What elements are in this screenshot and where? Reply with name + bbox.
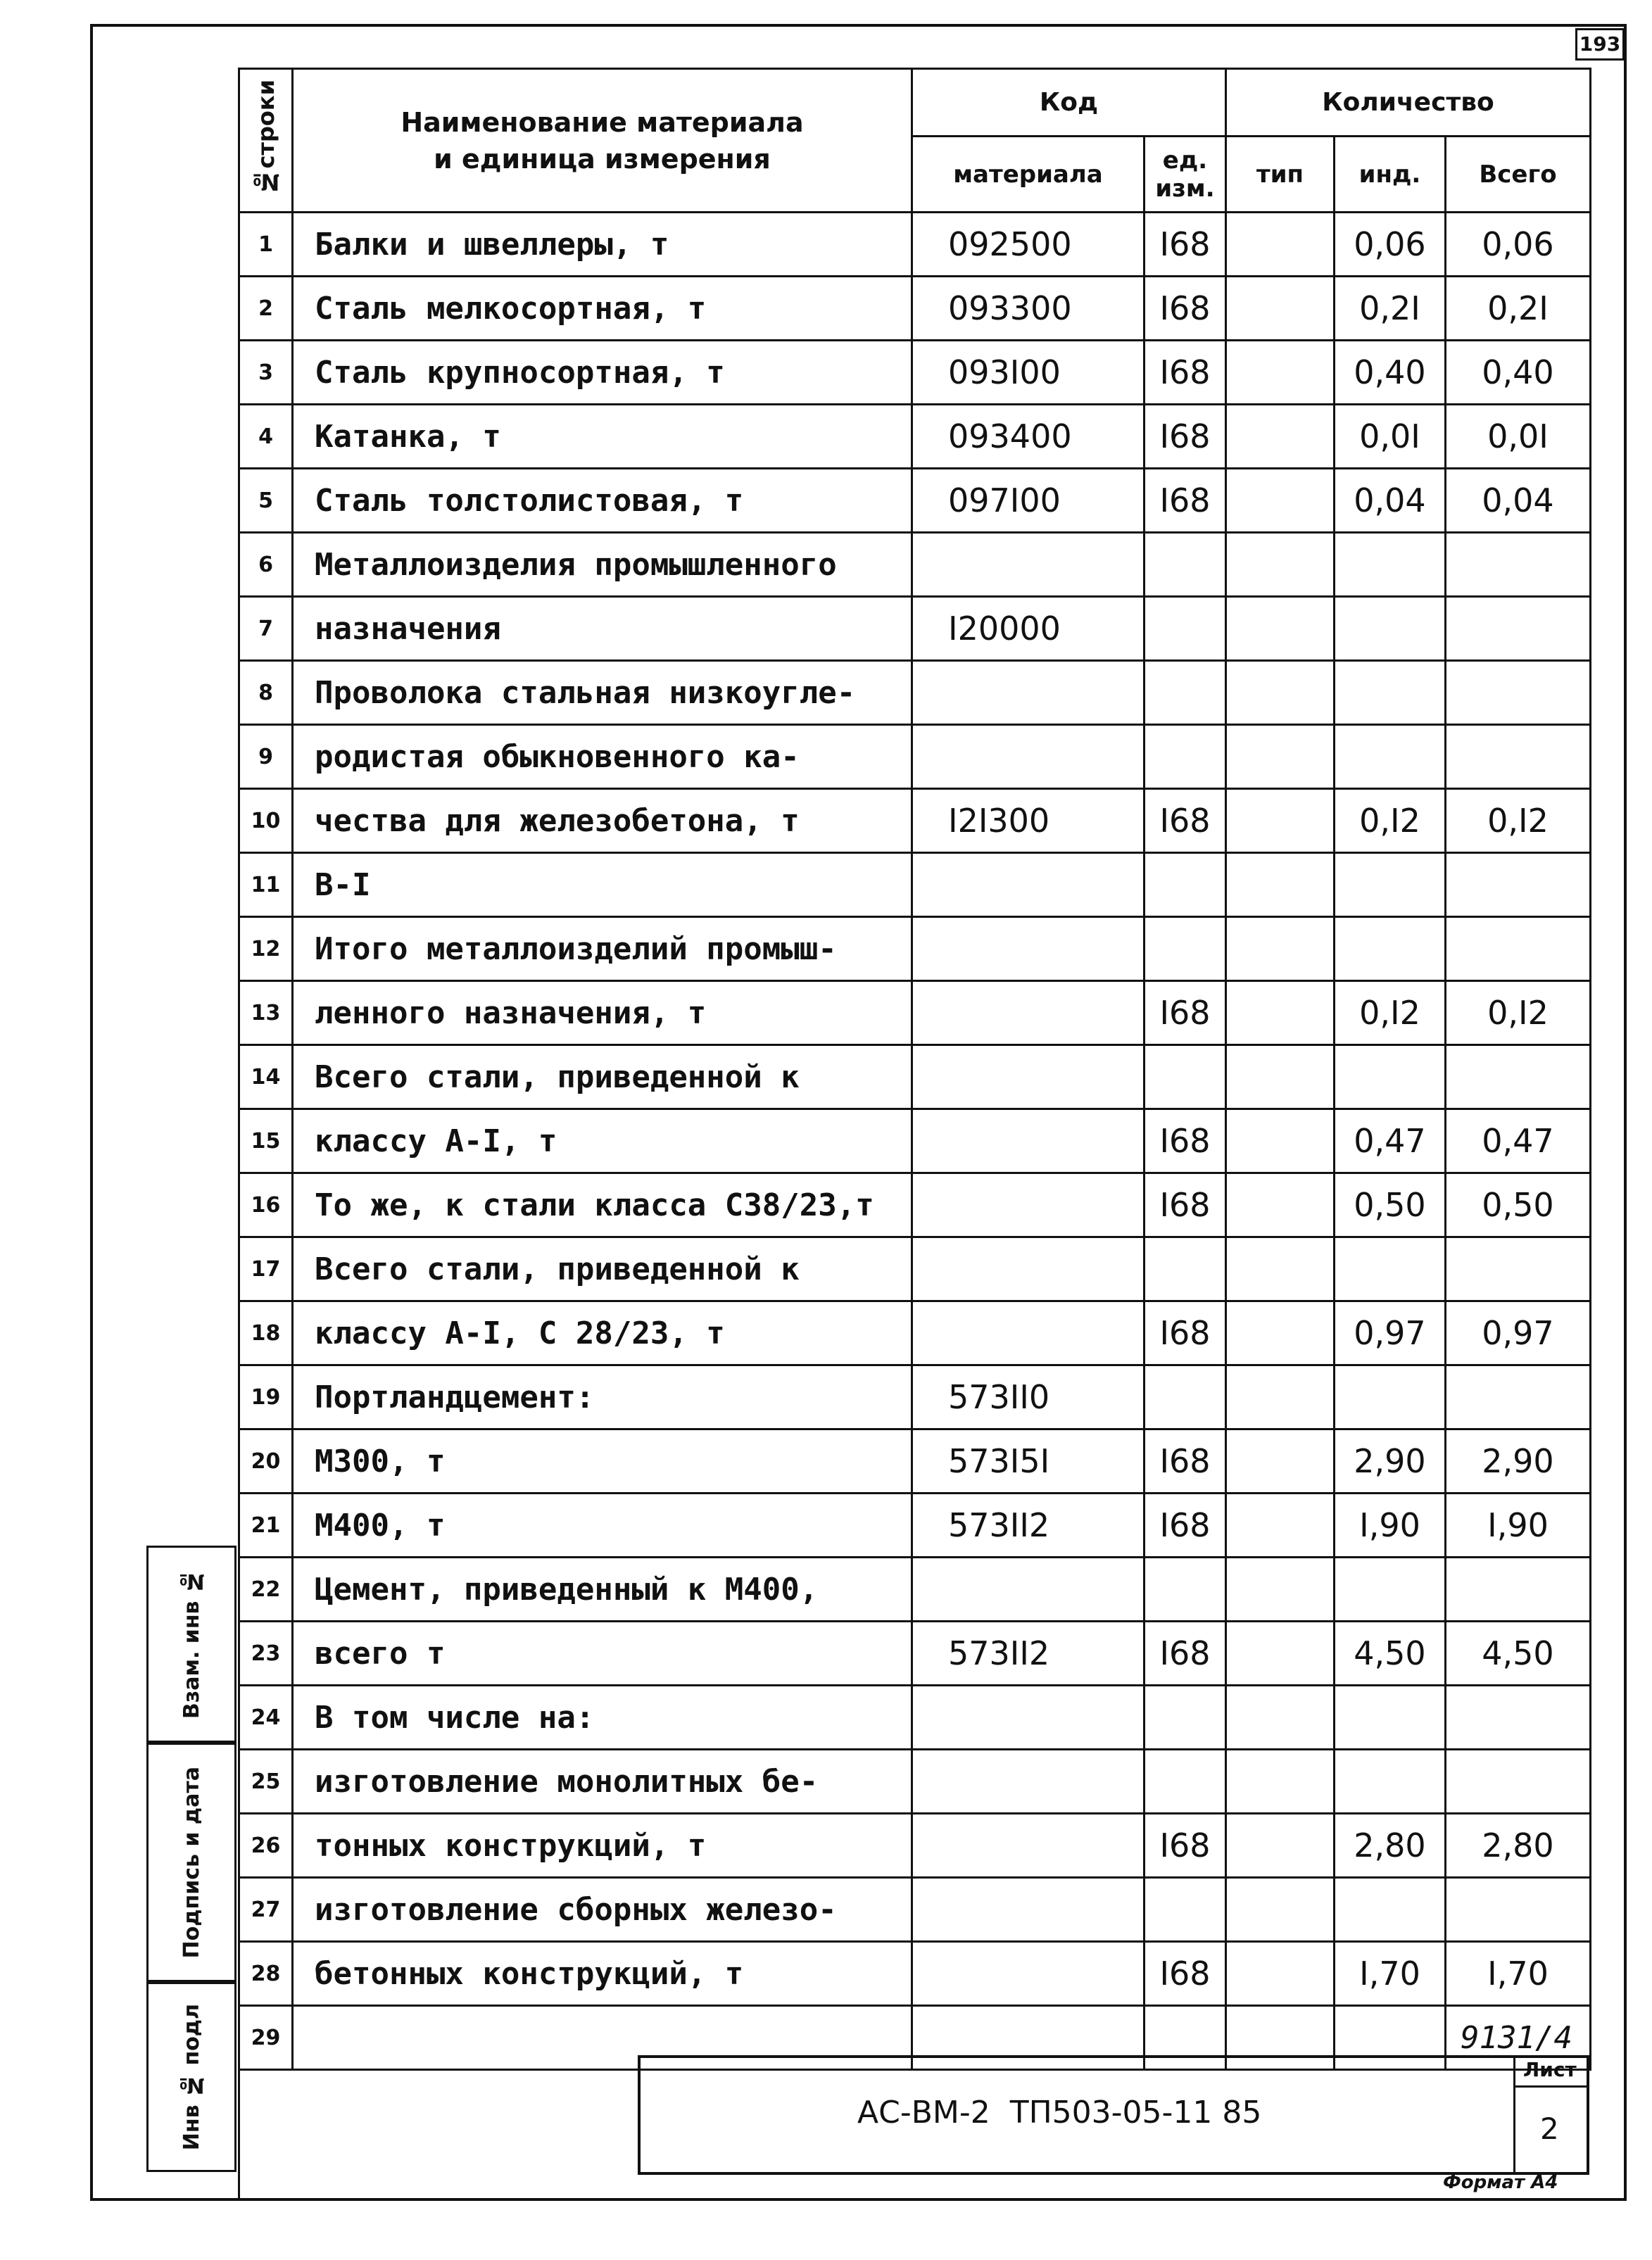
unit-code: I68 [1145, 1942, 1226, 2006]
table-row [239, 789, 1591, 853]
row-number: 18 [239, 1301, 293, 1365]
material-code: 093300 [912, 277, 1145, 341]
row-number: 27 [239, 1878, 293, 1942]
unit-code [1145, 1558, 1226, 1622]
table-row [239, 1622, 1591, 1686]
qty-total: 0,50 [1446, 1173, 1591, 1237]
row-number: 26 [239, 1814, 293, 1878]
table-row [239, 405, 1591, 469]
row-number: 4 [239, 405, 293, 469]
name-header-line1: Наименование материала [401, 106, 804, 138]
table-row [239, 213, 1591, 277]
qty-ind: 4,50 [1335, 1622, 1446, 1686]
material-name: классу А-I, т [293, 1109, 912, 1173]
qty-type [1226, 1622, 1335, 1686]
row-number: 21 [239, 1494, 293, 1558]
material-name: бетонных конструкций, т [293, 1942, 912, 2006]
qty-ind [1335, 1686, 1446, 1750]
material-name: Всего стали, приведенной к [293, 1045, 912, 1109]
unit-code: I68 [1145, 341, 1226, 405]
material-name: В том числе на: [293, 1686, 912, 1750]
table-row [239, 1045, 1591, 1109]
qty-type [1226, 1045, 1335, 1109]
qty-type [1226, 853, 1335, 917]
table-row [239, 661, 1591, 725]
material-name: классу А-I, С 28/23, т [293, 1301, 912, 1365]
material-name: тонных конструкций, т [293, 1814, 912, 1878]
material-code [912, 1558, 1145, 1622]
material-name: изготовление сборных железо- [293, 1878, 912, 1942]
qty-ind: 0,I2 [1335, 981, 1446, 1045]
qty-total [1446, 1237, 1591, 1301]
qty-type [1226, 789, 1335, 853]
unit-code [1145, 917, 1226, 981]
qty-total: 0,I2 [1446, 789, 1591, 853]
material-name: В-I [293, 853, 912, 917]
material-name: Катанка, т [293, 405, 912, 469]
qty-type [1226, 1301, 1335, 1365]
qty-ind: 0,06 [1335, 213, 1446, 277]
qty-total: I,70 [1446, 1942, 1591, 2006]
qty-type [1226, 1237, 1335, 1301]
qty-total [1446, 1045, 1591, 1109]
qty-total [1446, 1686, 1591, 1750]
unit-code: I68 [1145, 1814, 1226, 1878]
qty-ind: 0,I2 [1335, 789, 1446, 853]
table-row [239, 1429, 1591, 1494]
material-name: Всего стали, приведенной к [293, 1237, 912, 1301]
table-row [239, 277, 1591, 341]
row-number: 7 [239, 597, 293, 661]
qty-ind: 0,2I [1335, 277, 1446, 341]
material-name: То же, к стали класса С38/23,т [293, 1173, 912, 1237]
row-number: 9 [239, 725, 293, 789]
qty-total: 2,80 [1446, 1814, 1591, 1878]
table-row [239, 1365, 1591, 1429]
qty-type [1226, 597, 1335, 661]
unit-header-line1: ед. [1162, 146, 1208, 175]
qty-total [1446, 1558, 1591, 1622]
unit-code: I68 [1145, 405, 1226, 469]
table-row [239, 1814, 1591, 1878]
material-code [912, 1814, 1145, 1878]
material-name: Проволока стальная низкоугле- [293, 661, 912, 725]
table-row [239, 1686, 1591, 1750]
qty-type [1226, 341, 1335, 405]
unit-code [1145, 1686, 1226, 1750]
qty-ind: I,90 [1335, 1494, 1446, 1558]
qty-ind [1335, 853, 1446, 917]
material-name: всего т [293, 1622, 912, 1686]
unit-code [1145, 1045, 1226, 1109]
material-code [912, 1686, 1145, 1750]
qty-total [1446, 917, 1591, 981]
qty-ind: 0,50 [1335, 1173, 1446, 1237]
side-label-vzam-inv: Взам. инв № [179, 1569, 204, 1719]
material-code: 573II2 [912, 1494, 1145, 1558]
material-code: 093400 [912, 405, 1145, 469]
qty-total: 0,I2 [1446, 981, 1591, 1045]
material-code [912, 533, 1145, 597]
row-number: 17 [239, 1237, 293, 1301]
material-name: чества для железобетона, т [293, 789, 912, 853]
qty-ind [1335, 661, 1446, 725]
qty-ind [1335, 533, 1446, 597]
unit-code: I68 [1145, 1301, 1226, 1365]
table-row [239, 1558, 1591, 1622]
material-code: I20000 [912, 597, 1145, 661]
qty-total [1446, 661, 1591, 725]
material-code: 092500 [912, 213, 1145, 277]
code-group-header: Код [912, 69, 1226, 137]
material-name: Сталь толстолистовая, т [293, 469, 912, 533]
unit-code: I68 [1145, 1109, 1226, 1173]
row-number: 14 [239, 1045, 293, 1109]
qty-ind [1335, 1365, 1446, 1429]
material-code [912, 1301, 1145, 1365]
qty-total: 0,97 [1446, 1301, 1591, 1365]
qty-total [1446, 1365, 1591, 1429]
unit-code [1145, 1237, 1226, 1301]
unit-code: I68 [1145, 1622, 1226, 1686]
material-name: изготовление монолитных бе- [293, 1750, 912, 1814]
name-header-line2: и единица измерения [434, 143, 771, 175]
unit-code: I68 [1145, 789, 1226, 853]
qty-type [1226, 1365, 1335, 1429]
unit-code [1145, 725, 1226, 789]
qty-total [1446, 853, 1591, 917]
material-name: М400, т [293, 1494, 912, 1558]
unit-code [1145, 597, 1226, 661]
material-name: Сталь мелкосортная, т [293, 277, 912, 341]
qty-ind [1335, 917, 1446, 981]
qty-ind: 0,0I [1335, 405, 1446, 469]
qty-total [1446, 725, 1591, 789]
qty-ind-header: инд. [1335, 137, 1446, 213]
table-row [239, 1237, 1591, 1301]
unit-code [1145, 1750, 1226, 1814]
side-box-podpis [146, 1743, 237, 1982]
material-code: 573I5I [912, 1429, 1145, 1494]
row-number: 10 [239, 789, 293, 853]
table-row [239, 917, 1591, 981]
qty-ind: 0,47 [1335, 1109, 1446, 1173]
qty-type [1226, 1109, 1335, 1173]
material-code [912, 1750, 1145, 1814]
row-number: 29 [239, 2006, 293, 2070]
qty-ind: 0,04 [1335, 469, 1446, 533]
material-name: Металлоизделия промышленного [293, 533, 912, 597]
material-code [912, 661, 1145, 725]
format-label: Формат А4 [1443, 2172, 1558, 2193]
qty-total: 0,40 [1446, 341, 1591, 405]
unit-code [1145, 533, 1226, 597]
side-box-vzam-inv [146, 1546, 237, 1743]
qty-total [1446, 597, 1591, 661]
material-name: назначения [293, 597, 912, 661]
row-number-header: №строки [239, 69, 293, 213]
material-name: родистая обыкновенного ка- [293, 725, 912, 789]
row-number: 16 [239, 1173, 293, 1237]
sheet-label: Лист [1523, 2058, 1577, 2081]
table-row [239, 341, 1591, 405]
material-name: Цемент, приведенный к М400, [293, 1558, 912, 1622]
row-number: 5 [239, 469, 293, 533]
unit-code: I68 [1145, 1173, 1226, 1237]
unit-header [1145, 137, 1226, 213]
page-number: 193 [1575, 28, 1625, 61]
qty-type [1226, 661, 1335, 725]
code-material-header: материала [912, 137, 1145, 213]
qty-ind: 0,97 [1335, 1301, 1446, 1365]
qty-type [1226, 1494, 1335, 1558]
name-header [293, 69, 912, 213]
unit-code [1145, 1365, 1226, 1429]
qty-ind [1335, 1237, 1446, 1301]
table-row [239, 853, 1591, 917]
unit-code: I68 [1145, 469, 1226, 533]
material-name: Сталь крупносортная, т [293, 341, 912, 405]
material-code: 097I00 [912, 469, 1145, 533]
qty-ind: 2,80 [1335, 1814, 1446, 1878]
material-code: 093I00 [912, 341, 1145, 405]
row-number: 23 [239, 1622, 293, 1686]
qty-type [1226, 533, 1335, 597]
qty-type [1226, 277, 1335, 341]
material-code [912, 981, 1145, 1045]
row-number: 2 [239, 277, 293, 341]
qty-total: 0,0I [1446, 405, 1591, 469]
qty-type [1226, 1429, 1335, 1494]
row-number: 20 [239, 1429, 293, 1494]
material-name: ленного назначения, т [293, 981, 912, 1045]
qty-total [1446, 533, 1591, 597]
material-code [912, 1237, 1145, 1301]
row-number: 11 [239, 853, 293, 917]
table-row [239, 469, 1591, 533]
qty-type [1226, 469, 1335, 533]
material-name: М300, т [293, 1429, 912, 1494]
doc-designation: АС-ВМ-2 ТП503-05-11 85 [857, 2095, 1262, 2130]
qty-type [1226, 1814, 1335, 1878]
unit-code: I68 [1145, 277, 1226, 341]
qty-type [1226, 917, 1335, 981]
table-row [239, 1750, 1591, 1814]
qty-ind [1335, 725, 1446, 789]
unit-code [1145, 661, 1226, 725]
qty-total: 0,2I [1446, 277, 1591, 341]
row-number: 13 [239, 981, 293, 1045]
qty-type [1226, 213, 1335, 277]
material-code: I2I300 [912, 789, 1145, 853]
qty-type [1226, 981, 1335, 1045]
table-row [239, 1109, 1591, 1173]
material-code [912, 917, 1145, 981]
material-code [912, 725, 1145, 789]
qty-type [1226, 1750, 1335, 1814]
row-number: 28 [239, 1942, 293, 2006]
sheet-number: 2 [1540, 2111, 1559, 2146]
qty-total-header: Всего [1446, 137, 1591, 213]
qty-total: 2,90 [1446, 1429, 1591, 1494]
row-number: 22 [239, 1558, 293, 1622]
row-number: 25 [239, 1750, 293, 1814]
qty-ind [1335, 597, 1446, 661]
qty-type [1226, 1173, 1335, 1237]
row-number: 15 [239, 1109, 293, 1173]
row-number: 12 [239, 917, 293, 981]
row-number: 3 [239, 341, 293, 405]
table-row [239, 597, 1591, 661]
qty-total: 0,06 [1446, 213, 1591, 277]
qty-total: 4,50 [1446, 1622, 1591, 1686]
row-number: 8 [239, 661, 293, 725]
material-code [912, 853, 1145, 917]
qty-ind [1335, 1045, 1446, 1109]
material-code [912, 1045, 1145, 1109]
qty-ind: 0,40 [1335, 341, 1446, 405]
qty-ind: 2,90 [1335, 1429, 1446, 1494]
row-number: 6 [239, 533, 293, 597]
table-row [239, 1301, 1591, 1365]
table-row [239, 533, 1591, 597]
material-code: 573II0 [912, 1365, 1145, 1429]
unit-code: I68 [1145, 213, 1226, 277]
material-code [912, 1109, 1145, 1173]
table-row [239, 725, 1591, 789]
table-row [239, 1173, 1591, 1237]
row-number: 1 [239, 213, 293, 277]
qty-ind [1335, 1750, 1446, 1814]
qty-type [1226, 1558, 1335, 1622]
unit-code: I68 [1145, 981, 1226, 1045]
table-row [239, 1494, 1591, 1558]
unit-code [1145, 853, 1226, 917]
side-box-inv-podl [146, 1982, 237, 2172]
table-row [239, 981, 1591, 1045]
qty-type [1226, 405, 1335, 469]
qty-type [1226, 1686, 1335, 1750]
unit-code: I68 [1145, 1429, 1226, 1494]
side-label-podpis: Подпись и дата [179, 1766, 204, 1959]
unit-header-line2: изм. [1155, 174, 1215, 203]
qty-total [1446, 1750, 1591, 1814]
qty-total: 0,47 [1446, 1109, 1591, 1173]
qty-group-header: Количество [1226, 69, 1591, 137]
material-code: 573II2 [912, 1622, 1145, 1686]
unit-code: I68 [1145, 1494, 1226, 1558]
material-name: Балки и швеллеры, т [293, 213, 912, 277]
qty-type [1226, 725, 1335, 789]
doc-number: 9131/4 [1461, 2020, 1572, 2056]
qty-total: 0,04 [1446, 469, 1591, 533]
side-label-inv-podl: Инв № подл [179, 2003, 204, 2151]
qty-ind [1335, 1558, 1446, 1622]
qty-type-header: тип [1226, 137, 1335, 213]
material-name: Итого металлоизделий промыш- [293, 917, 912, 981]
row-number: 24 [239, 1686, 293, 1750]
qty-total: I,90 [1446, 1494, 1591, 1558]
qty-ind: I,70 [1335, 1942, 1446, 2006]
materials-table [238, 68, 1591, 2071]
material-code [912, 1173, 1145, 1237]
material-name: Портландцемент: [293, 1365, 912, 1429]
row-number: 19 [239, 1365, 293, 1429]
